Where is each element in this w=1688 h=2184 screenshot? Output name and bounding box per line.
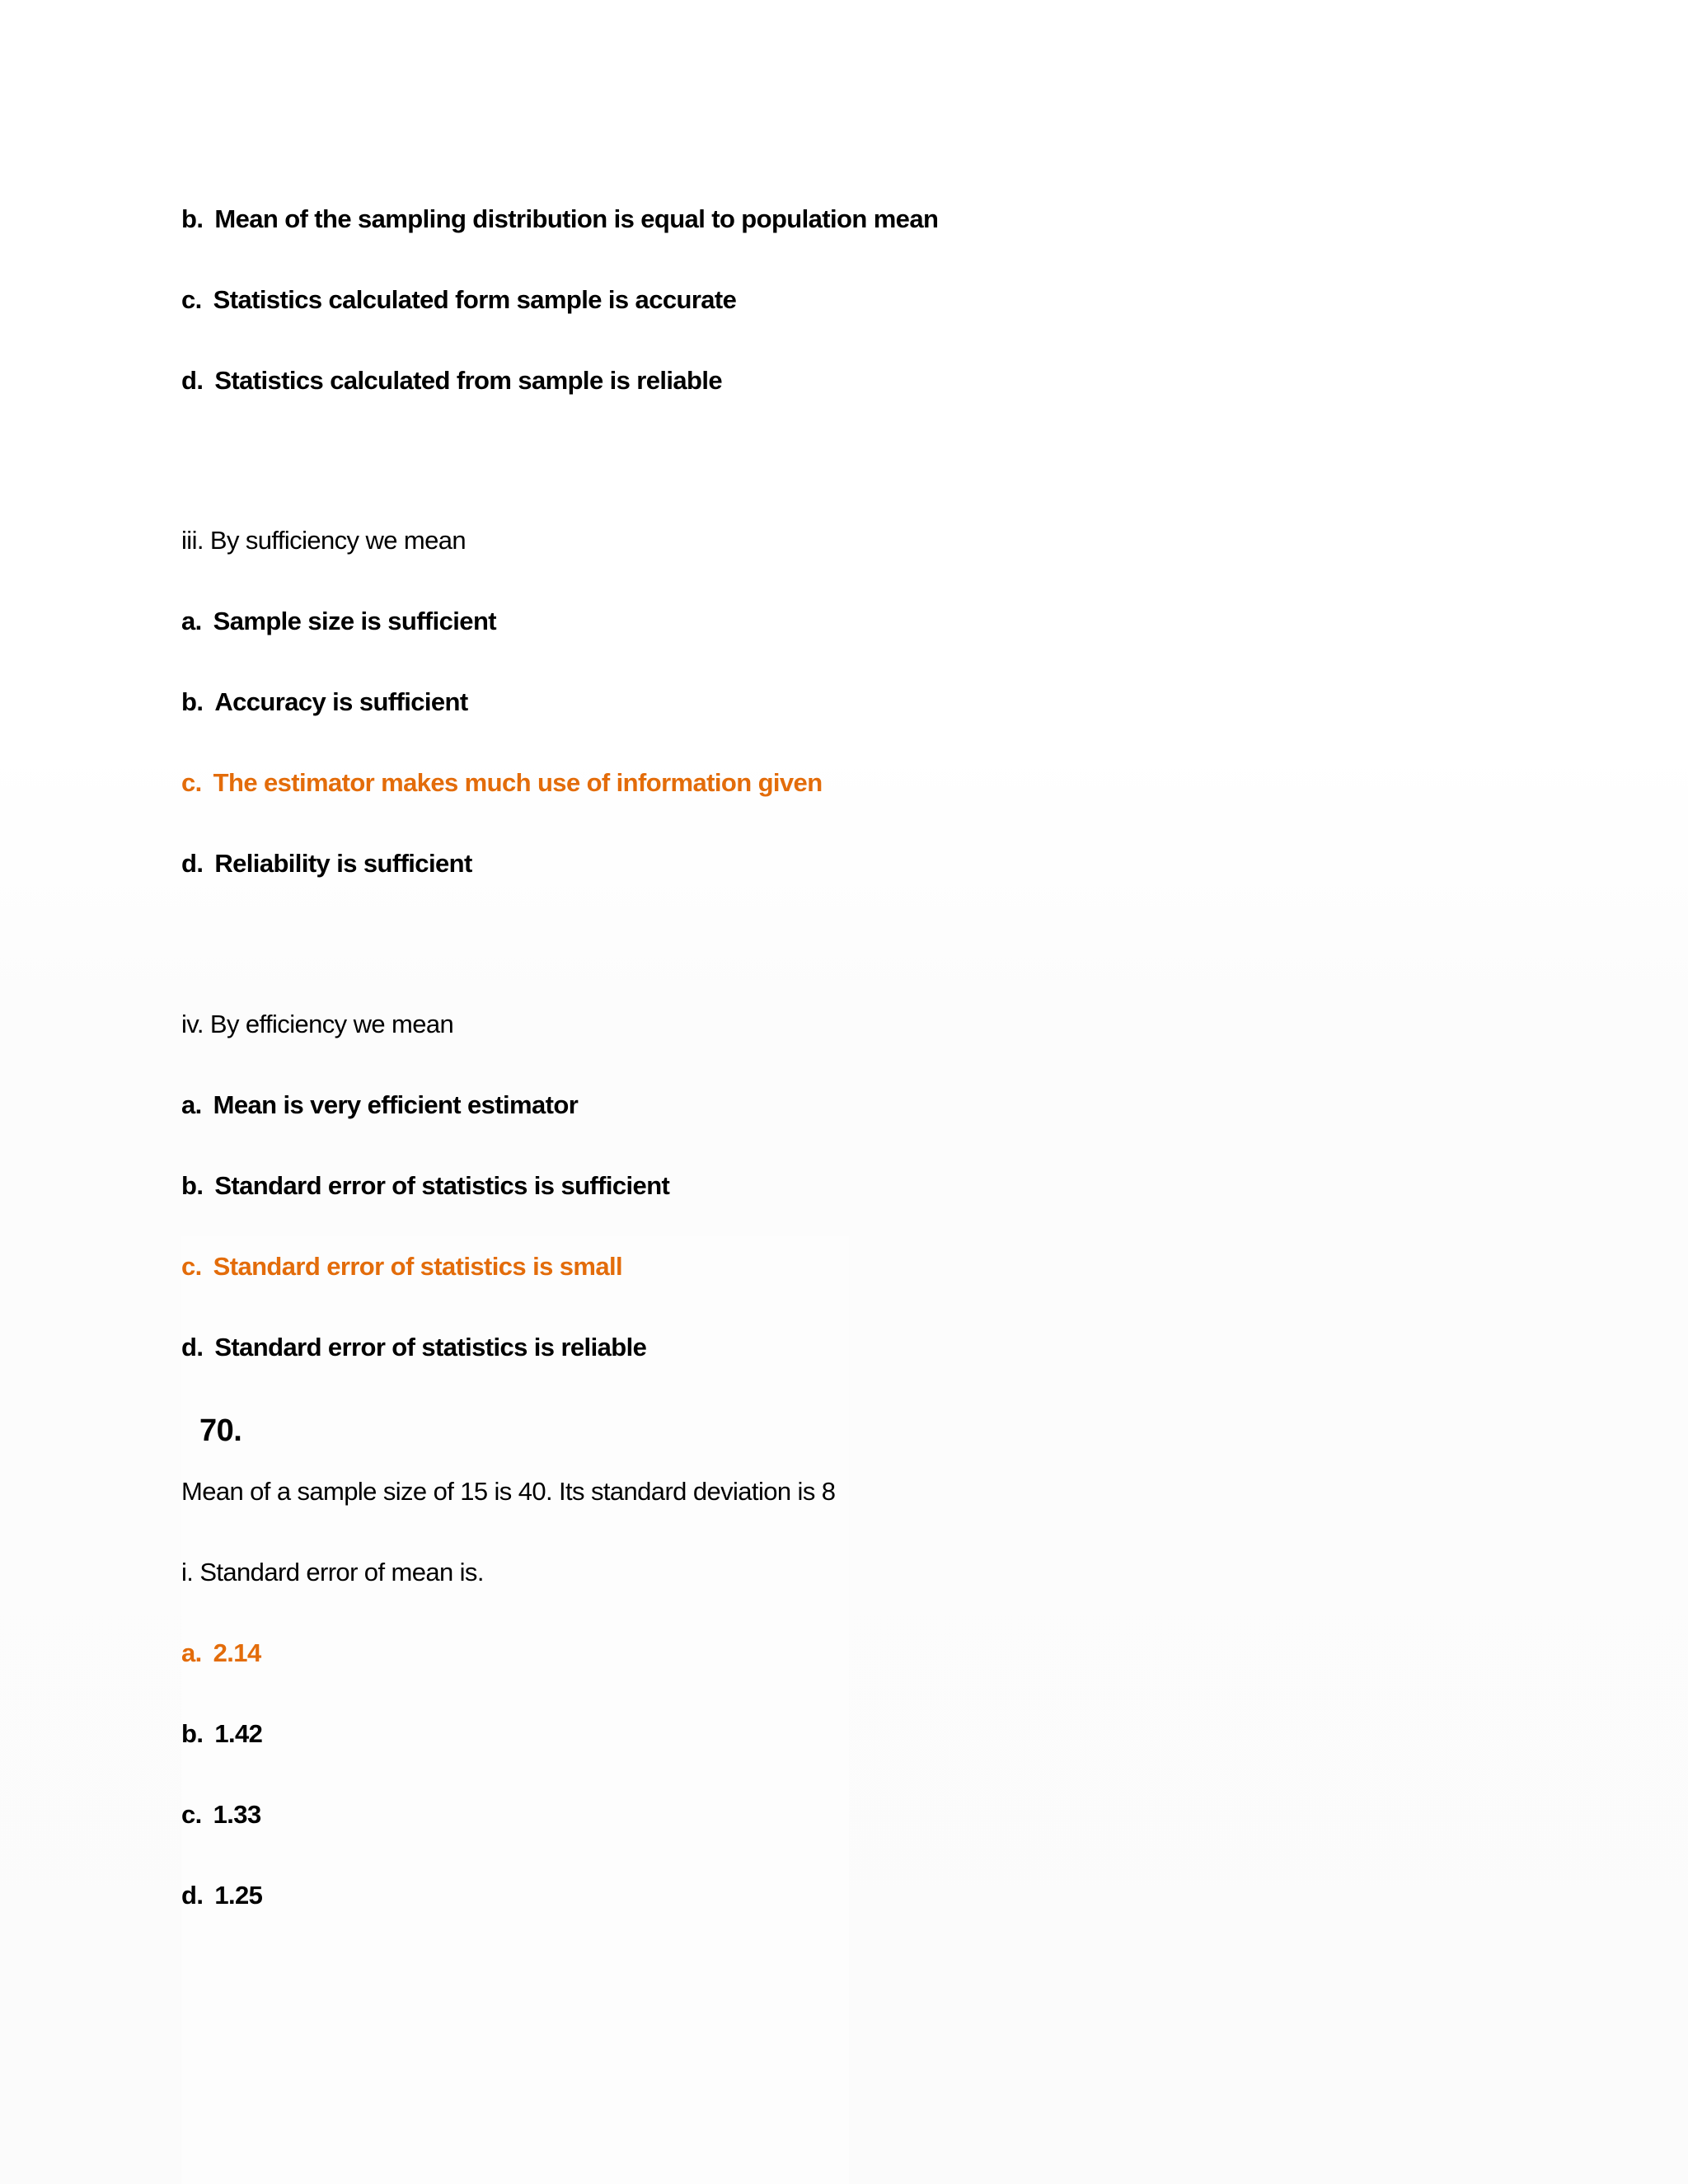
option-text: Standard error of statistics is small xyxy=(213,1252,623,1281)
option-iii-d xyxy=(181,847,472,880)
option-text: Standard error of statistics is reliable xyxy=(214,1333,647,1361)
option-text: The estimator makes much use of information given xyxy=(213,768,823,797)
option-marker: a. xyxy=(181,1638,202,1667)
option-text: Mean of the sampling distribution is equal to population mean xyxy=(214,204,939,233)
sub-question-prompt: i. Standard error of mean is. xyxy=(181,1558,484,1586)
option-iii-b xyxy=(181,686,468,719)
option-iii-a xyxy=(181,605,496,638)
option-iv-b xyxy=(181,1169,669,1202)
option-marker: c. xyxy=(181,285,202,314)
option-text: Statistics calculated from sample is reliable xyxy=(214,366,723,395)
option-marker: c. xyxy=(181,768,202,797)
option-marker: d. xyxy=(181,1881,204,1910)
option-text: Reliability is sufficient xyxy=(214,849,472,878)
page-background-tint-left xyxy=(181,1236,849,2184)
question-number: 70. xyxy=(199,1413,242,1448)
option-text: Mean is very efficient estimator xyxy=(213,1090,579,1119)
option-marker: c. xyxy=(181,1252,202,1281)
option-marker: b. xyxy=(181,204,204,233)
option-70-c xyxy=(181,1798,261,1831)
option-70-b xyxy=(181,1718,262,1750)
option-text: 1.42 xyxy=(214,1719,263,1748)
question-prompt-iv: iv. By efficiency we mean xyxy=(181,1010,454,1038)
option-marker: b. xyxy=(181,1719,204,1748)
option-iii-c-correct-answer xyxy=(181,766,823,799)
option-text: Accuracy is sufficient xyxy=(214,687,468,716)
option-marker: d. xyxy=(181,366,204,395)
option-iv-c-correct-answer xyxy=(181,1250,622,1283)
option-marker: d. xyxy=(181,849,204,878)
option-iv-d xyxy=(181,1331,646,1364)
option-70-d xyxy=(181,1879,262,1912)
option-marker: d. xyxy=(181,1333,204,1361)
option-marker: a. xyxy=(181,607,202,635)
option-iv-a xyxy=(181,1089,578,1122)
option-marker: b. xyxy=(181,1171,204,1200)
option-text: 1.33 xyxy=(213,1800,261,1829)
option-text: Standard error of statistics is sufficient xyxy=(214,1171,670,1200)
option-text: Statistics calculated form sample is accurate xyxy=(213,285,737,314)
option-marker: a. xyxy=(181,1090,202,1119)
question-prompt-iii: iii. By sufficiency we mean xyxy=(181,526,467,555)
option-70-a-correct-answer xyxy=(181,1637,261,1670)
option-ii-b xyxy=(181,203,938,236)
option-text: 1.25 xyxy=(214,1881,263,1910)
option-ii-d xyxy=(181,364,722,397)
option-ii-c xyxy=(181,284,736,316)
option-marker: c. xyxy=(181,1800,202,1829)
option-text: 2.14 xyxy=(213,1638,261,1667)
question-stem: Mean of a sample size of 15 is 40. Its standard deviation is 8 xyxy=(181,1477,836,1506)
option-text: Sample size is sufficient xyxy=(213,607,497,635)
option-marker: b. xyxy=(181,687,204,716)
